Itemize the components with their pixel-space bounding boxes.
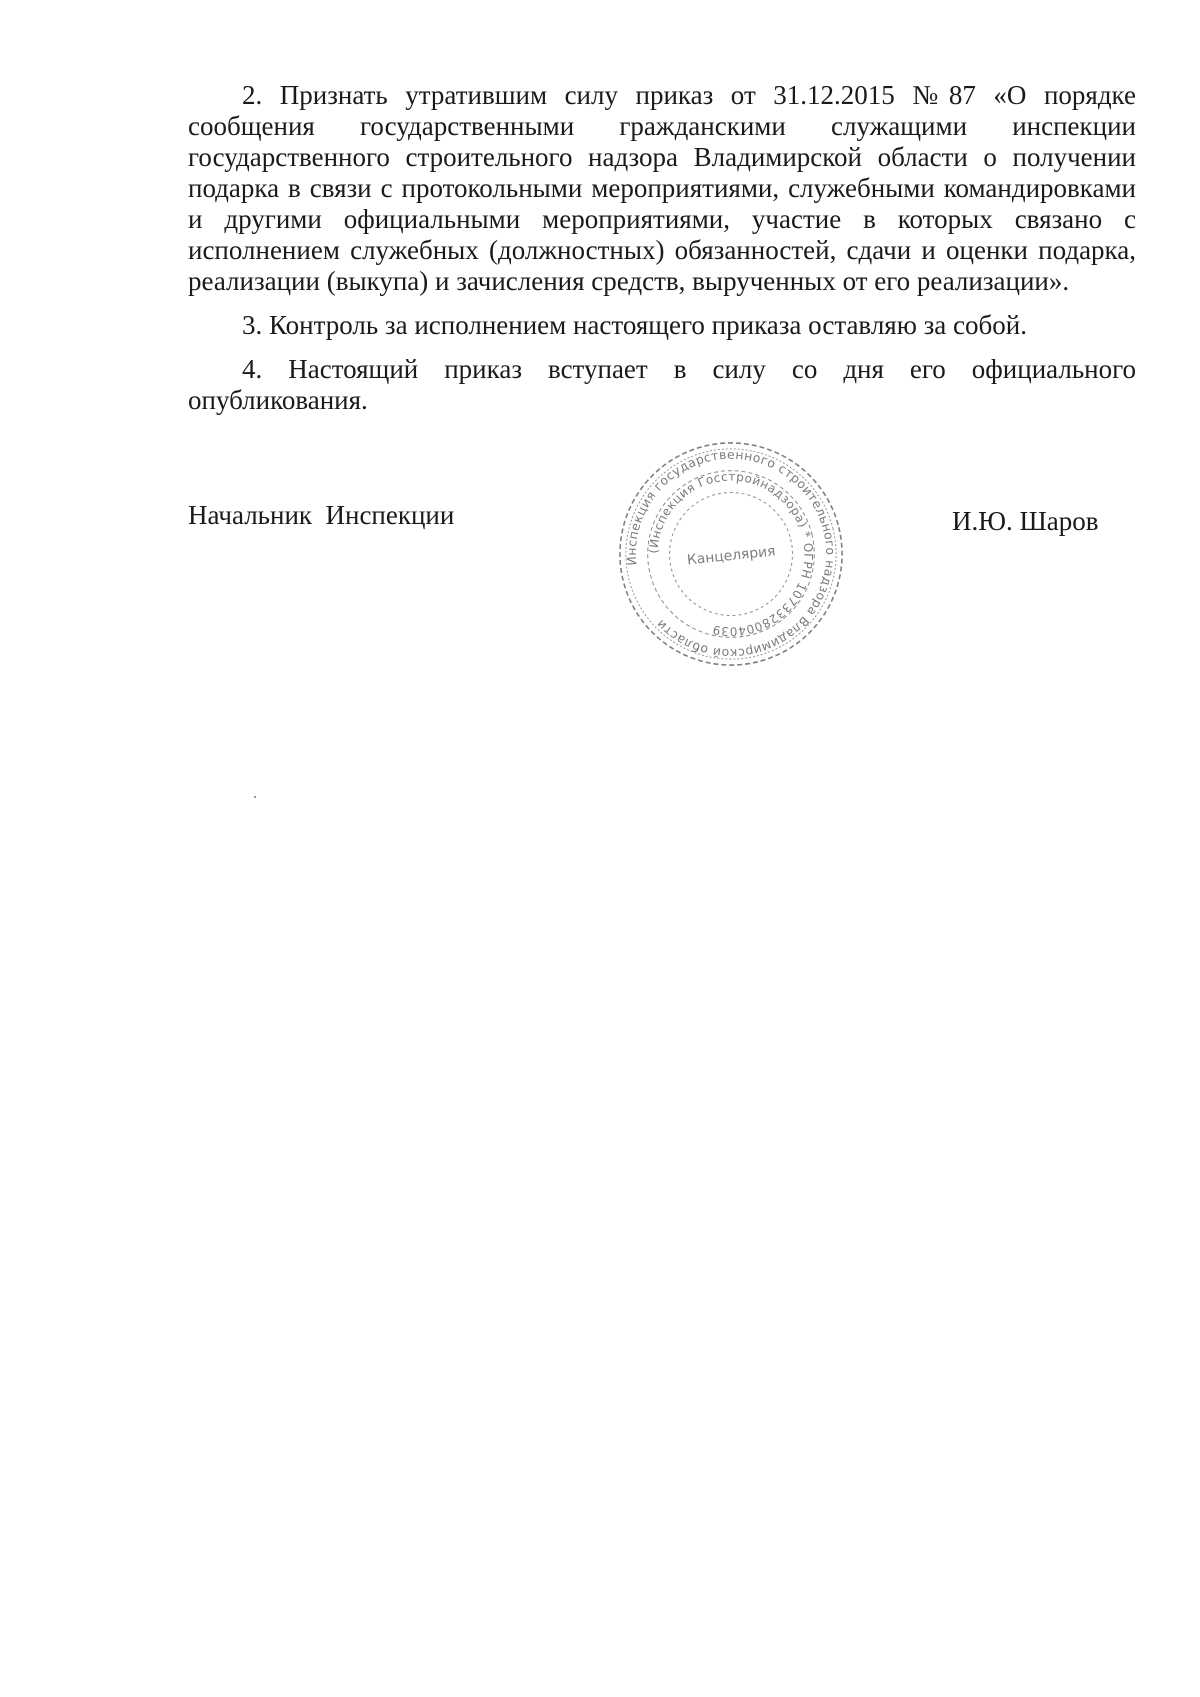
paragraph-2: 2. Признать утратившим силу приказ от 31.12.2015 №87 «О порядке сообщения государственными гражданскими служащими инспекции государственного строительного надзора Владимирской области о получении подарка в связи с протокольными мероприятиями, служебными командировками и другими официальными мероприятиями, участие в которых связано с исполнением служебных (должностных) обязанностей, сдачи и оценки подарка, реализации (выкупа) и зачисления средств, вырученных от его реализации».	[188, 80, 1136, 296]
seal-graphic	[612, 435, 850, 673]
signer-title: Начальник Инспекции	[188, 500, 455, 530]
seal-inner-text: (Инспекция Госстройнадзора) * ОГРН 1073328004039	[646, 469, 816, 639]
seal-center-text: Канцелярия	[686, 543, 777, 569]
paragraph-3: 3. Контроль за исполнением настоящего приказа оставляю за собой.	[242, 310, 1027, 340]
paragraph-4: 4. Настоящий приказ вступает в силу со дня его официального опубликования.	[188, 354, 1136, 415]
scan-speck	[254, 796, 256, 798]
seal-outer-text: Инспекция государственного строительного надзора Владимирской области	[623, 446, 839, 662]
signer-name: И.Ю. Шаров	[952, 506, 1099, 536]
official-seal	[612, 435, 850, 673]
document-body	[188, 80, 1136, 416]
